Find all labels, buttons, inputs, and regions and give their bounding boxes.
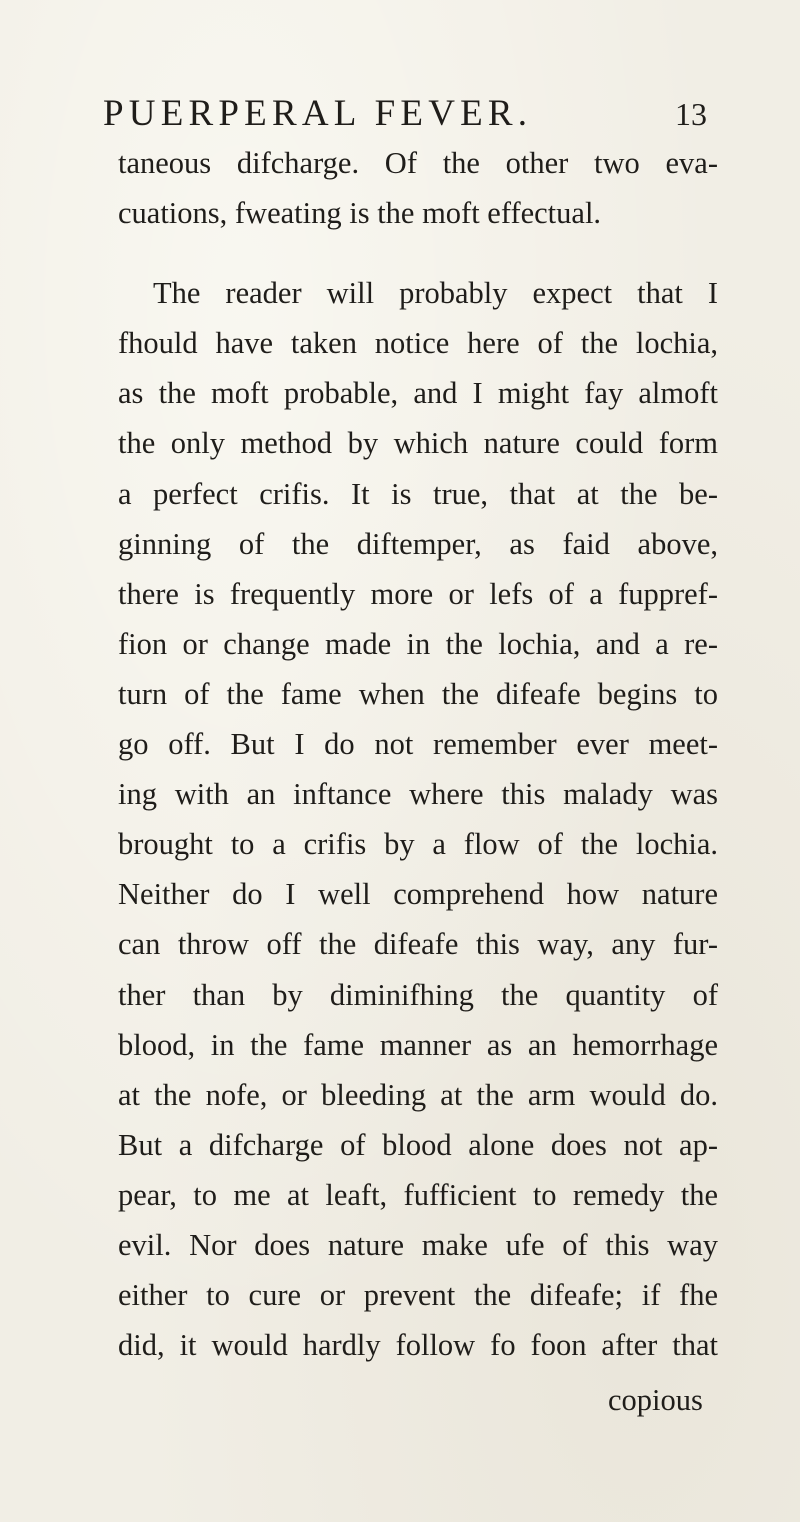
text-line: as the moft probable, and I might fay almoft <box>118 376 718 411</box>
paragraph <box>118 268 718 1370</box>
text-line: ther than by diminifhing the quantity of <box>118 977 718 1012</box>
text-line: blood, in the fame manner as an hemorrhage <box>118 1027 718 1062</box>
text-line: the only method by which nature could form <box>118 426 718 461</box>
text-line: Neither do I well comprehend how nature <box>118 877 718 912</box>
catchword: copious <box>608 1383 703 1417</box>
body-text <box>118 138 718 1370</box>
page-number: 13 <box>675 96 707 132</box>
text-line: can throw off the difeafe this way, any fur- <box>118 927 718 962</box>
text-line: cuations, fweating is the moft effectual. <box>118 196 602 231</box>
text-line: turn of the fame when the difeafe begins to <box>118 676 718 711</box>
text-line: there is frequently more or lefs of a fuppref- <box>118 576 718 611</box>
text-line: fion or change made in the lochia, and a re- <box>118 626 718 661</box>
text-line: fhould have taken notice here of the lochia, <box>118 326 718 361</box>
text-line: ginning of the diftemper, as faid above, <box>118 526 718 561</box>
text-line: did, it would hardly follow fo foon after that <box>118 1328 718 1363</box>
text-line: taneous difcharge. Of the other two eva- <box>118 146 718 180</box>
text-line: at the nofe, or bleeding at the arm would do. <box>118 1077 718 1112</box>
text-line: But a difcharge of blood alone does not ap- <box>118 1127 718 1162</box>
paragraph <box>118 138 718 238</box>
text-line: ing with an inftance where this malady was <box>118 777 718 812</box>
text-line: either to cure or prevent the difeafe; if fhe <box>118 1278 718 1313</box>
text-line: go off. But I do not remember ever meet- <box>118 727 718 762</box>
running-head: PUERPERAL FEVER. <box>103 93 533 134</box>
text-line: brought to a crifis by a flow of the lochia. <box>118 827 718 862</box>
text-line: a perfect crifis. It is true, that at the be- <box>118 476 718 511</box>
text-line: evil. Nor does nature make ufe of this way <box>118 1227 718 1262</box>
text-line: The reader will probably expect that I <box>153 276 718 311</box>
page-header <box>103 92 707 136</box>
text-line: pear, to me at leaft, fufficient to remedy the <box>118 1177 718 1212</box>
